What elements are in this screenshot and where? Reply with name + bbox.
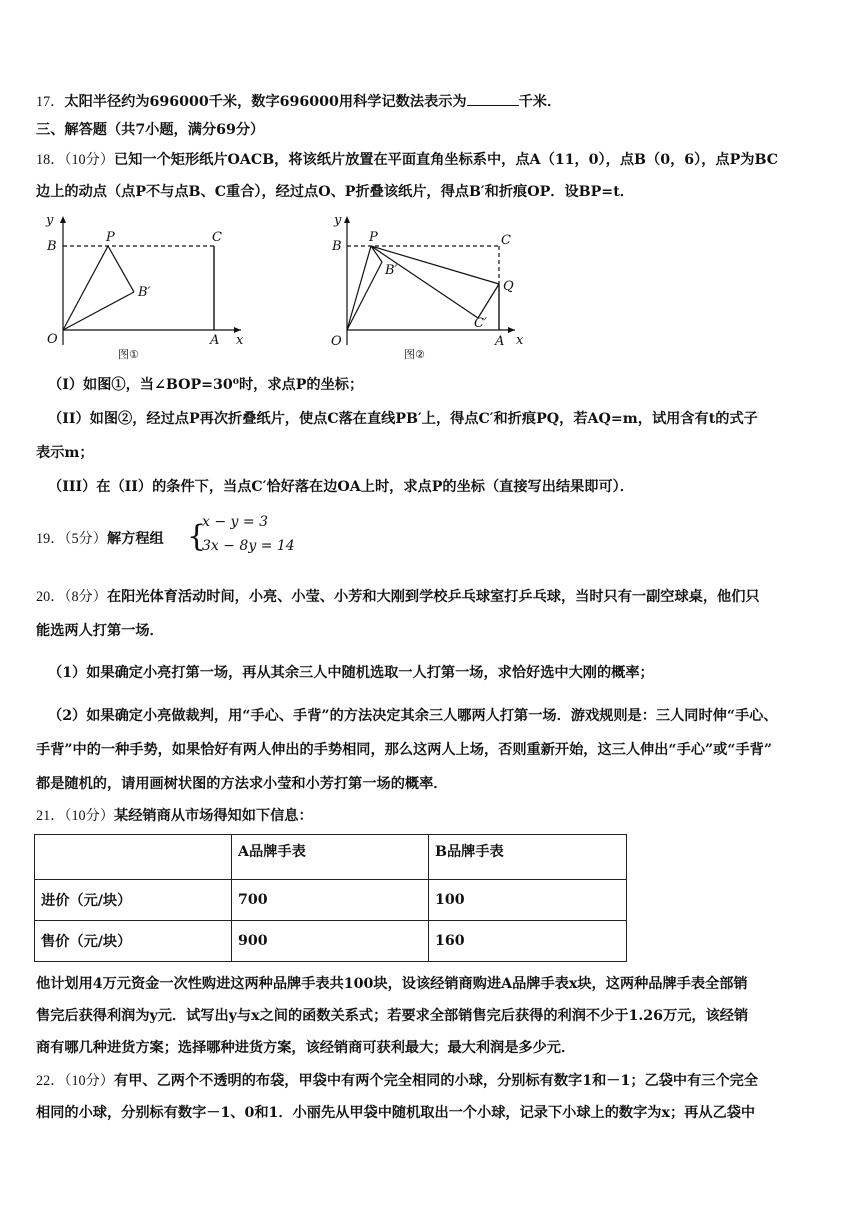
q18-part3: （III）在（II）的条件下，当点C′恰好落在边OA上时，求点P的坐标（直接写出结果即可）．: [48, 479, 634, 495]
q20-part2-line2: 手背”中的一种手势，如果恰好有两人伸出的手势相同，那么这两人上场，否则重新开始，这三人伸出“手心”或“手背”: [36, 742, 772, 758]
q20-number: 20．（8分）: [36, 589, 107, 605]
figure-1: [36, 210, 251, 370]
fig1-label-y: y: [46, 213, 54, 228]
q18-part2-line1: （II）如图②，经过点P再次折叠纸片，使点C落在直线PB′上，得点C′和折痕PQ，若AQ=m，试用含有t的式子: [48, 411, 758, 427]
q19-number: 19．（5分）: [36, 531, 107, 547]
q21-line3: 商有哪几种进货方案；选择哪种进货方案，该经销商可获利最大；最大利润是多少元．: [36, 1040, 576, 1056]
q21-line2: 售完后获得利润为y元．试写出y与x之间的函数关系式；若要求全部销售完后获得的利润不少于1.26万元，该经销: [36, 1008, 749, 1024]
table-cell: 160: [429, 921, 627, 962]
table-row: [35, 921, 627, 962]
fig2-label-P: P: [369, 230, 378, 245]
q17-answer-blank[interactable]: [467, 91, 519, 106]
table-row: [35, 880, 627, 921]
price-table: [34, 834, 627, 962]
q19-equation-system: [36, 512, 436, 562]
fig1-label-A: A: [210, 333, 220, 348]
fig1-label-x: x: [236, 333, 244, 348]
fig2-label-x: x: [516, 333, 524, 348]
figure-1-svg: [36, 210, 251, 370]
q20-text1: 在阳光体育活动时间，小亮、小莹、小芳和大刚到学校乒乓球室打乒乓球，当时只有一副空球桌，他们只: [106, 589, 760, 605]
section-heading: 三、解答题（共7小题，满分69分）: [36, 122, 265, 138]
figure-2: [318, 210, 533, 370]
q17-line: [36, 91, 836, 112]
fig2-label-A: A: [495, 334, 505, 349]
q19-eq1: x − y = 3: [202, 514, 268, 530]
q20-line2: 能选两人打第一场．: [36, 623, 164, 639]
q21-intro: [36, 806, 836, 826]
fig1-label-P: P: [106, 230, 115, 245]
q21-line1: 他计划用4万元资金一次性购进这两种品牌手表共100块，设该经销商购进A品牌手表x块，这两种品牌手表全部销: [36, 976, 748, 992]
fig2-caption: 图②: [404, 348, 425, 361]
table-cell: 进价（元/块）: [35, 880, 232, 921]
q18-part1: （I）如图①，当∠BOP=30⁰时，求点P的坐标；: [48, 377, 364, 393]
table-header-row: [35, 835, 627, 880]
q20-part2-line3: 都是随机的，请用画树状图的方法求小莹和小芳打第一场的概率．: [36, 776, 448, 792]
fig2-label-B-prime: B′: [385, 263, 398, 278]
q18-line2: 边上的动点（点P不与点B、C重合），经过点O、P折叠该纸片，得点B′和折痕OP．设BP=t．: [36, 184, 634, 200]
figure-2-svg: [318, 210, 533, 370]
q19-lead: [36, 528, 164, 548]
fig2-label-C-prime: C′: [474, 316, 487, 331]
fig1-label-B: B: [47, 239, 57, 254]
fig1-label-O: O: [47, 332, 58, 347]
q21-number: 21．（10分）: [36, 808, 115, 824]
q19-text: 解方程组: [106, 531, 164, 547]
table-cell: 100: [429, 880, 627, 921]
fig2-label-Q: Q: [503, 279, 514, 294]
table-header-cell: B品牌手表: [429, 835, 627, 880]
q22-text1: 有甲、乙两个不透明的布袋，甲袋中有两个完全相同的小球，分别标有数字1和－1；乙袋中有三个完全: [114, 1073, 759, 1089]
q22-line1: [36, 1071, 836, 1091]
q21-intro-text: 某经销商从市场得知如下信息：: [114, 808, 313, 824]
table-cell: 售价（元/块）: [35, 921, 232, 962]
q17-number: 17．: [36, 94, 65, 110]
q20-line1: [36, 587, 836, 607]
q22-number: 22．（10分）: [36, 1073, 115, 1089]
fig1-label-C: C: [212, 230, 222, 245]
q18-number: 18．（10分）: [36, 152, 115, 168]
q20-part2-line1: （2）如果确定小亮做裁判，用“手心、手背”的方法决定其余三人哪两人打第一场．游戏规则是：三人同时伸“手心、: [48, 708, 778, 724]
fig2-label-B: B: [332, 239, 342, 254]
fig1-caption: 图①: [118, 348, 139, 361]
table-header-cell: [35, 835, 232, 880]
fig1-label-B-prime: B′: [138, 285, 151, 300]
q19-brace: {: [187, 519, 207, 554]
fig2-label-y: y: [334, 213, 342, 228]
q18-part2-line2: 表示m；: [36, 445, 94, 461]
table-cell: 900: [232, 921, 429, 962]
q17-text-end: 千米．: [518, 94, 562, 110]
fig2-label-O: O: [331, 334, 342, 349]
q20-part1: （1）如果确定小亮打第一场，再从其余三人中随机选取一人打第一场，求恰好选中大刚的概率；: [48, 665, 654, 681]
table-cell: 700: [232, 880, 429, 921]
q17-text: 太阳半径约为696000千米，数字696000用科学记数法表示为: [64, 94, 467, 110]
q18-line1: [36, 150, 836, 170]
table-header-cell: A品牌手表: [232, 835, 429, 880]
q18-text1: 已知一个矩形纸片OACB，将该纸片放置在平面直角坐标系中，点A（11，0），点B（0，6），点P为BC: [114, 152, 778, 168]
q19-eq2: 3x − 8y = 14: [202, 538, 295, 554]
q22-line2: 相同的小球，分别标有数字－1、0和1．小丽先从甲袋中随机取出一个小球，记录下小球上的数字为x；再从乙袋中: [36, 1105, 756, 1121]
fig2-label-C: C: [501, 233, 511, 248]
